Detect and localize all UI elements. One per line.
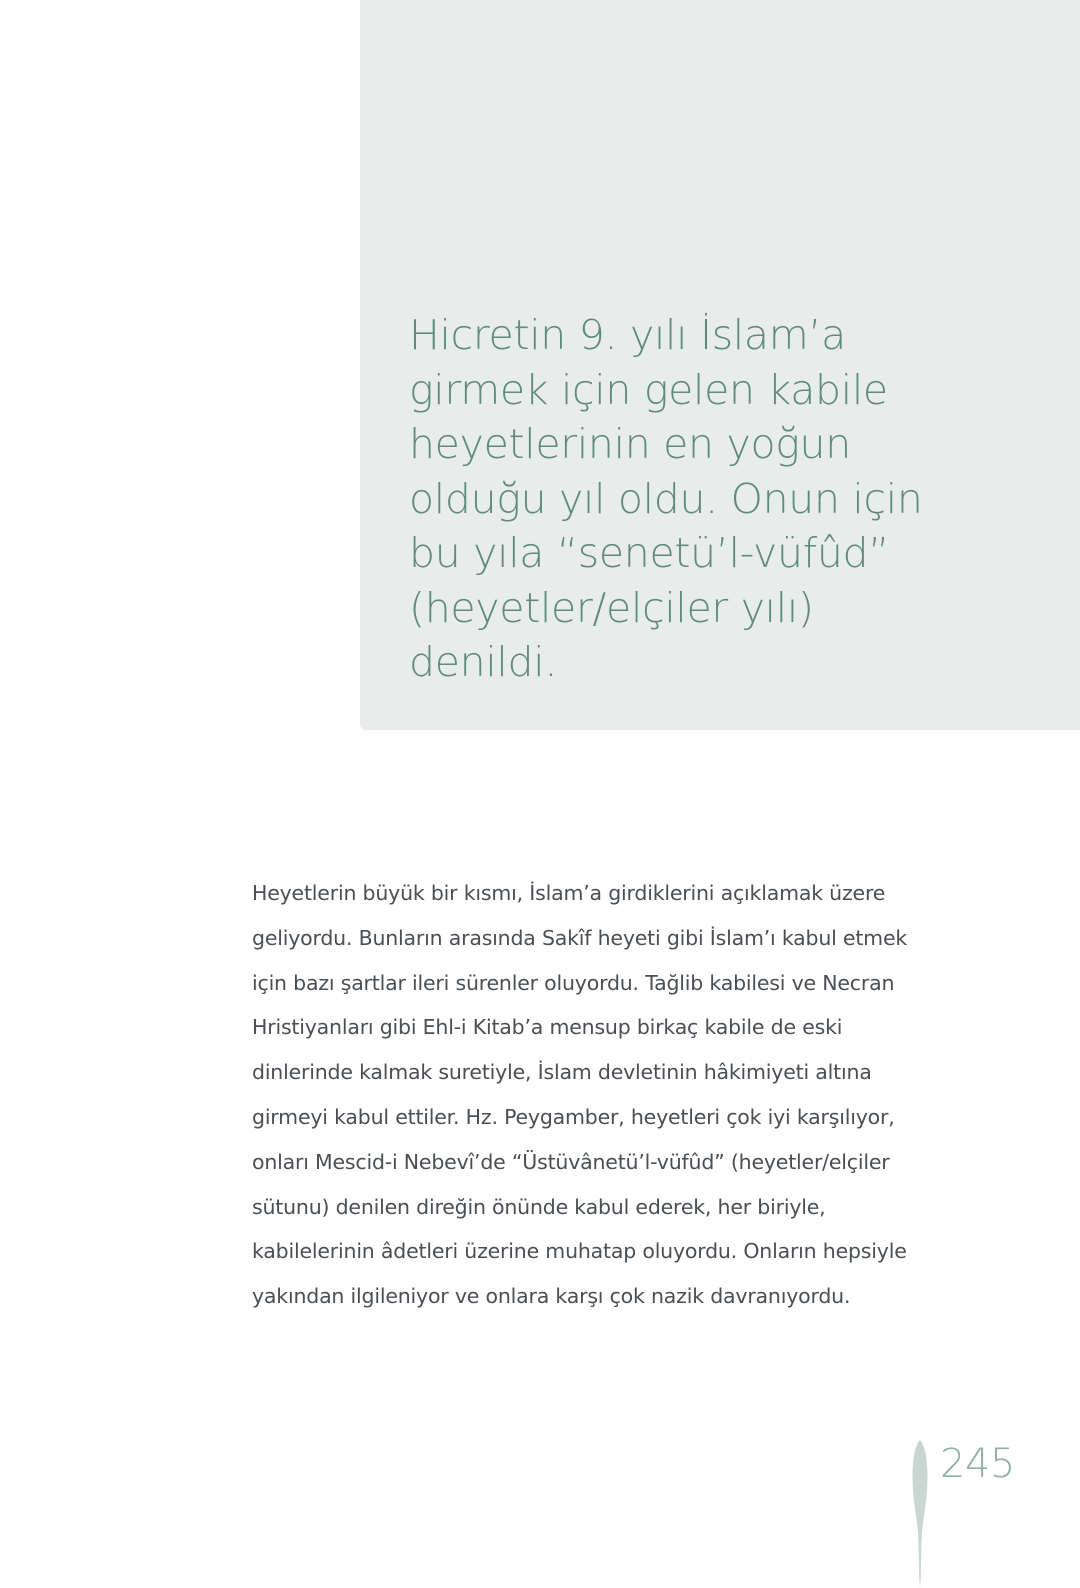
body-paragraph: Heyetlerin büyük bir kısmı, İslam’a girdiklerini açıklamak üzere geliyordu. Bunların arasında Sakîf heyeti gibi İslam’ı kabul etmek için bazı şartlar ileri sürenler oluyordu. Tağlib kabilesi ve Necran Hristiyanları gibi Ehl-i Kitab’a mensup birkaç kabile de eski dinlerinde kalmak suretiyle, İslam devletinin hâkimiyeti altına girmeyi kabul ettiler. Hz. Peygamber, heyetleri çok iyi karşılıyor, onları Mescid-i Nebevî’de “Üstüvânetü’l-vüfûd” (heyetler/elçiler sütunu) denilen direğin önünde kabul ederek, her biriyle, kabilelerinin âdetleri üzerine muhatap oluyordu. Onların hepsiyle yakından ilgileniyor ve onlara karşı çok nazik davranıyordu. [252,881,908,1309]
pull-quote-text: Hicretin 9. yılı İslam’a girmek için gelen kabile heyetlerinin en yoğun olduğu yıl oldu. Onun için bu yıla “senetü’l-vüfûd” (heyetler/elçiler yılı) denildi. [409,311,923,686]
leaf-ornament-icon [906,1440,934,1588]
page-number: 245 [940,1441,1015,1487]
